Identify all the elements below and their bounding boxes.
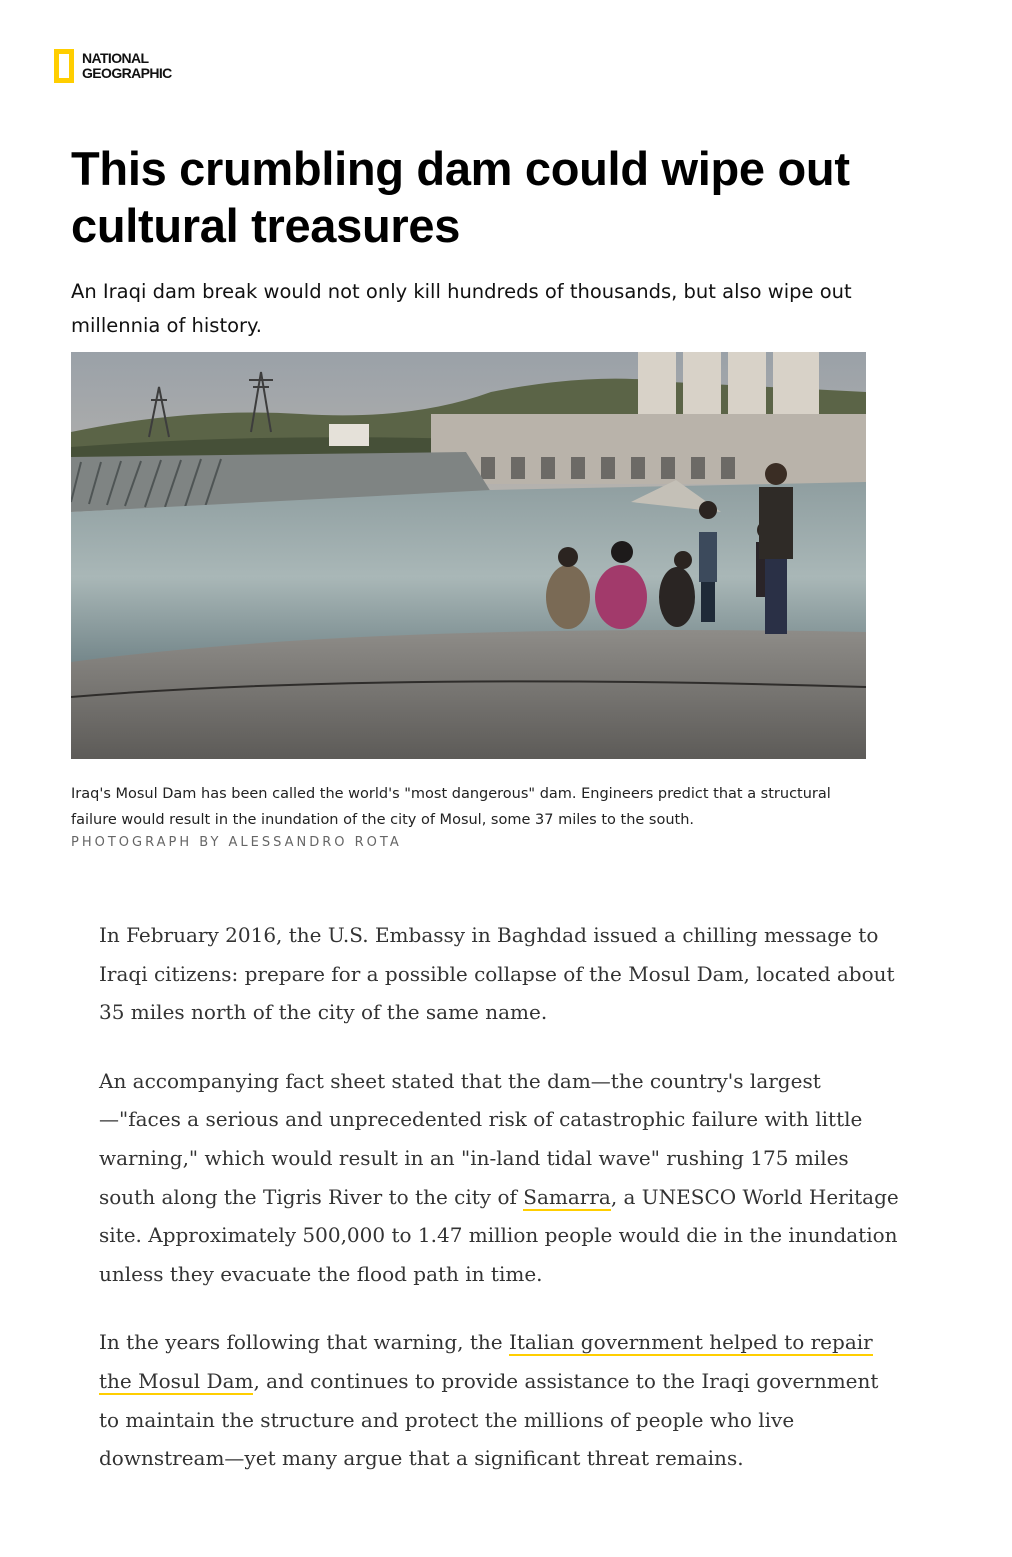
paragraph-3-text-after: , and continues to provide assistance to the Iraqi government to maintain the structure and protect the millions of people who live downstream—yet many argue that a significant threat remains. [99,1368,879,1471]
paragraph-3-text-before: In the years following that warning, the [99,1330,509,1355]
logo-yellow-border-icon [54,49,74,83]
photo-credit: PHOTOGRAPH BY ALESSANDRO ROTA [71,835,402,850]
site-logo[interactable] [54,46,172,86]
paragraph-2-text-after: , a UNESCO World Heritage site. Approximately 500,000 to 1.47 million people would die in the inundation unless they evacuate the flood path in time. [99,1184,899,1286]
article-body [99,916,899,1508]
paragraph-2 [99,1062,899,1294]
logo-line-2: GEOGRAPHIC [82,65,172,81]
image-caption: Iraq's Mosul Dam has been called the world's "most dangerous" dam. Engineers predict that a structural failure would result in the inundation of the city of Mosul, some 37 miles to the south. [71,786,831,828]
hero-photograph [71,352,866,759]
samarra-link[interactable]: Samarra [523,1184,611,1209]
article-dek: An Iraqi dam break would not only kill hundreds of thousands, but also wipe out millennia of history. [71,280,852,337]
article-headline: This crumbling dam could wipe out cultural treasures [71,142,850,252]
logo-line-1: NATIONAL [82,50,149,66]
paragraph-1: In February 2016, the U.S. Embassy in Baghdad issued a chilling message to Iraqi citizens: prepare for a possible collapse of the Mosul Dam, located about 35 miles north of the city of the same name. [99,923,895,1025]
italian-government-link[interactable]: Italian government helped to repair the Mosul Dam [99,1330,873,1393]
paragraph-3 [99,1323,899,1477]
logo-wordmark [82,51,172,81]
paragraph-2-text-before: An accompanying fact sheet stated that the dam—the country's largest—"faces a serious and unprecedented risk of catastrophic failure with little warning," which would result in an "in-land tidal wave" rushing 175 miles south along the Tigris River to the city of [99,1068,863,1209]
